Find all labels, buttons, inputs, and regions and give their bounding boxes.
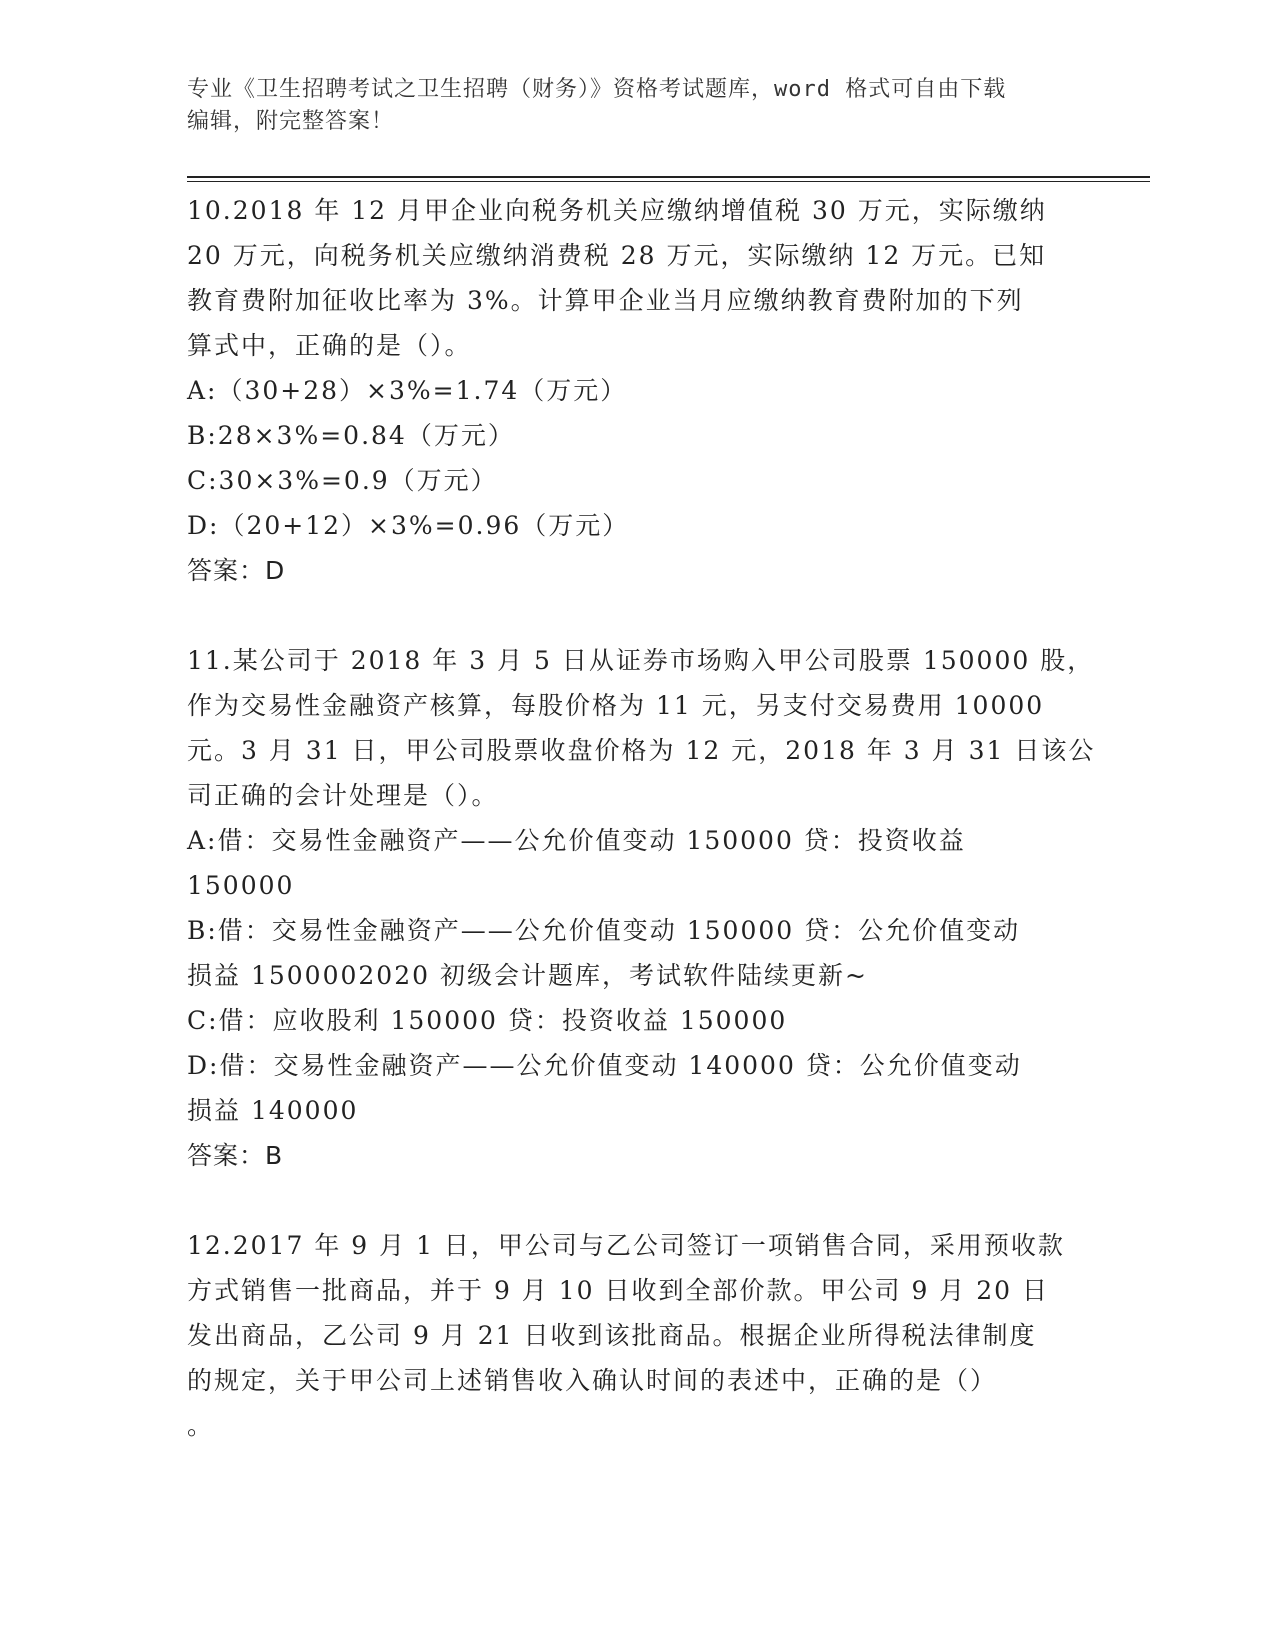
option-c: C:30×3%=0.9（万元）: [187, 466, 498, 495]
question-stem-line: 20 万元，向税务机关应缴纳消费税 28 万元，实际缴纳 12 万元。已知: [187, 241, 1047, 270]
question-stem-line: 的规定，关于甲公司上述销售收入确认时间的表述中，正确的是（）: [187, 1366, 998, 1395]
question-stem-line: 作为交易性金融资产核算，每股价格为 11 元，另支付交易费用 10000: [187, 691, 1045, 720]
question-stem-line: 教育费附加征收比率为 3%。计算甲企业当月应缴纳教育费附加的下列: [187, 286, 1024, 315]
option-d: D:借：交易性金融资产——公允价值变动 140000 贷：公允价值变动: [187, 1051, 1022, 1080]
option-a: A:（30+28）×3%=1.74（万元）: [187, 376, 628, 405]
question-stem-line: 元。3 月 31 日，甲公司股票收盘价格为 12 元，2018 年 3 月 31 日该公: [187, 736, 1096, 765]
question-stem-line: 11.某公司于 2018 年 3 月 5 日从证券市场购入甲公司股票 150000 股，: [187, 646, 1095, 675]
header-divider-thin: [187, 181, 1150, 182]
question-stem-line: 方式销售一批商品，并于 9 月 10 日收到全部价款。甲公司 9 月 20 日: [187, 1276, 1050, 1305]
question-12: [187, 1223, 1087, 1448]
option-a-continued: 150000: [187, 871, 295, 900]
question-list: [187, 188, 1096, 1448]
question-stem-line: 发出商品，乙公司 9 月 21 日收到该批商品。根据企业所得税法律制度: [187, 1321, 1037, 1350]
answer: 答案：D: [187, 556, 286, 585]
question-stem-line: 。: [187, 1411, 215, 1440]
question-stem-line: 12.2017 年 9 月 1 日，甲公司与乙公司签订一项销售合同，采用预收款: [187, 1231, 1065, 1260]
question-stem-line: 算式中，正确的是（）。: [187, 331, 472, 360]
answer: 答案：B: [187, 1141, 284, 1170]
question-11: [187, 638, 1096, 1178]
question-10: [187, 188, 1087, 593]
header-line: 专业《卫生招聘考试之卫生招聘（财务）》资格考试题库，word 格式可自由下载: [187, 77, 1007, 102]
option-b: B:28×3%=0.84（万元）: [187, 421, 515, 450]
option-d-continued: 损益 140000: [187, 1096, 359, 1125]
question-stem-line: 司正确的会计处理是（）。: [187, 781, 499, 810]
option-b: B:借：交易性金融资产——公允价值变动 150000 贷：公允价值变动: [187, 916, 1021, 945]
document-header: [187, 74, 1087, 138]
header-line: 编辑，附完整答案！: [187, 109, 395, 134]
option-b-continued: 损益 1500002020 初级会计题库，考试软件陆续更新~: [187, 961, 868, 990]
option-a: A:借：交易性金融资产——公允价值变动 150000 贷：投资收益: [187, 826, 966, 855]
option-d: D:（20+12）×3%=0.96（万元）: [187, 511, 630, 540]
header-divider: [187, 176, 1150, 178]
option-c: C:借：应收股利 150000 贷：投资收益 150000: [187, 1006, 788, 1035]
question-stem-line: 10.2018 年 12 月甲企业向税务机关应缴纳增值税 30 万元，实际缴纳: [187, 196, 1047, 225]
